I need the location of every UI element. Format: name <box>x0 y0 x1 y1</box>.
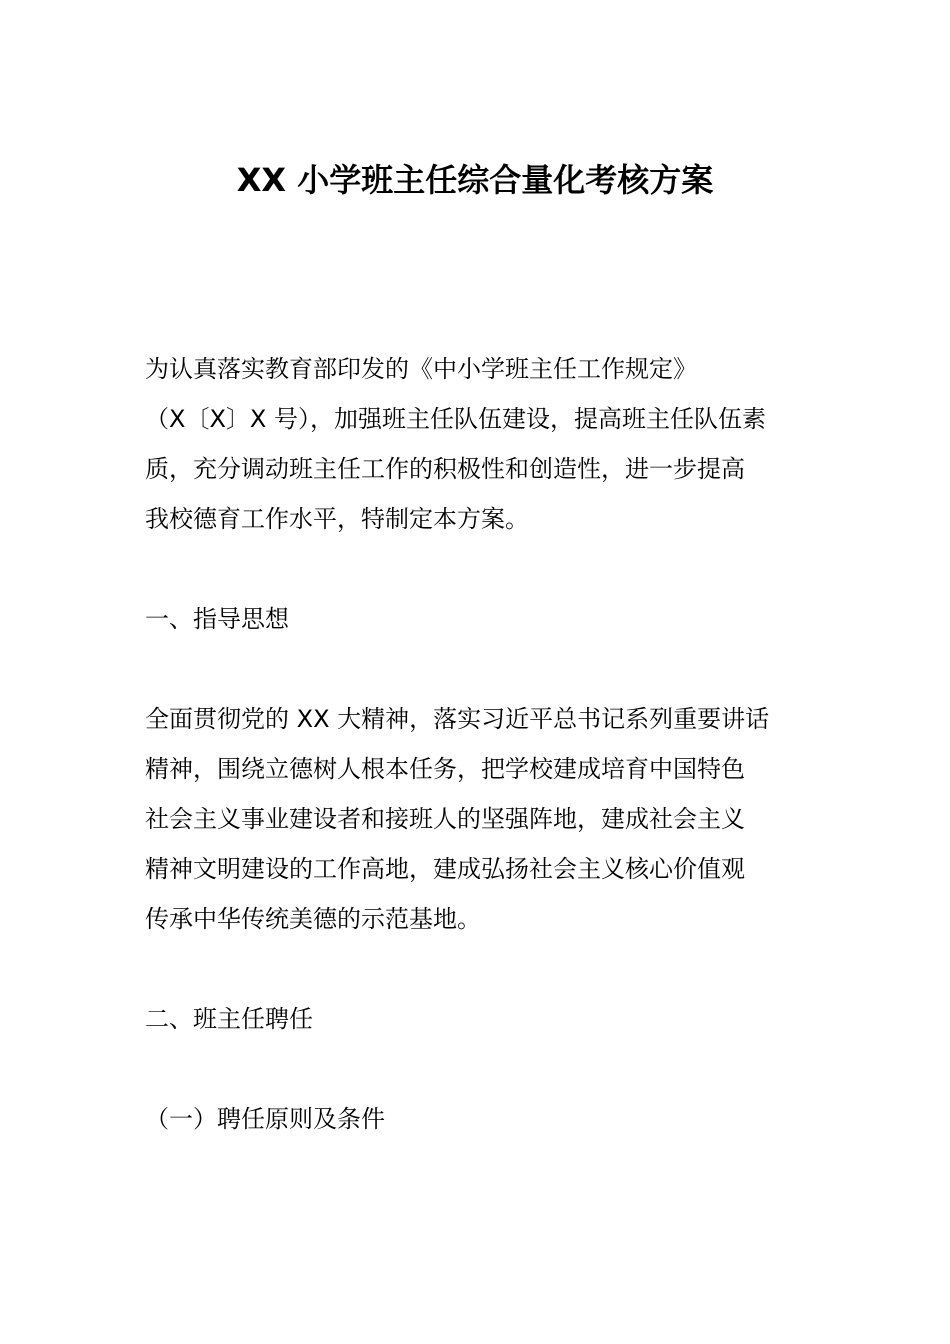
intro-line: 为认真落实教育部印发的《中小学班主任工作规定》 <box>145 355 697 383</box>
paragraph-line: 全面贯彻党的 XX 大精神，落实习近平总书记系列重要讲话 <box>145 705 770 733</box>
paragraph-line: 传承中华传统美德的示范基地。 <box>145 905 481 933</box>
section-heading-appointment: 二、班主任聘任 <box>145 1005 313 1033</box>
intro-line: 质，充分调动班主任工作的积极性和创造性，进一步提高 <box>145 455 745 483</box>
intro-line: （X〔X〕X 号），加强班主任队伍建设，提高班主任队伍素 <box>145 405 766 433</box>
paragraph-line: 社会主义事业建设者和接班人的坚强阵地，建成社会主义 <box>145 805 745 833</box>
guiding-ideology-paragraph <box>145 694 810 944</box>
document-body <box>145 344 810 1144</box>
intro-paragraph <box>145 344 810 544</box>
intro-line: 我校德育工作水平，特制定本方案。 <box>145 505 529 533</box>
paragraph-line: 精神文明建设的工作高地，建成弘扬社会主义核心价值观 <box>145 855 745 883</box>
paragraph-line: 精神，围绕立德树人根本任务，把学校建成培育中国特色 <box>145 755 745 783</box>
subsection-heading-principles: （一）聘任原则及条件 <box>145 1105 385 1133</box>
section-heading-guiding-ideology: 一、指导思想 <box>145 605 289 633</box>
document-title: XX 小学班主任综合量化考核方案 <box>236 161 714 199</box>
